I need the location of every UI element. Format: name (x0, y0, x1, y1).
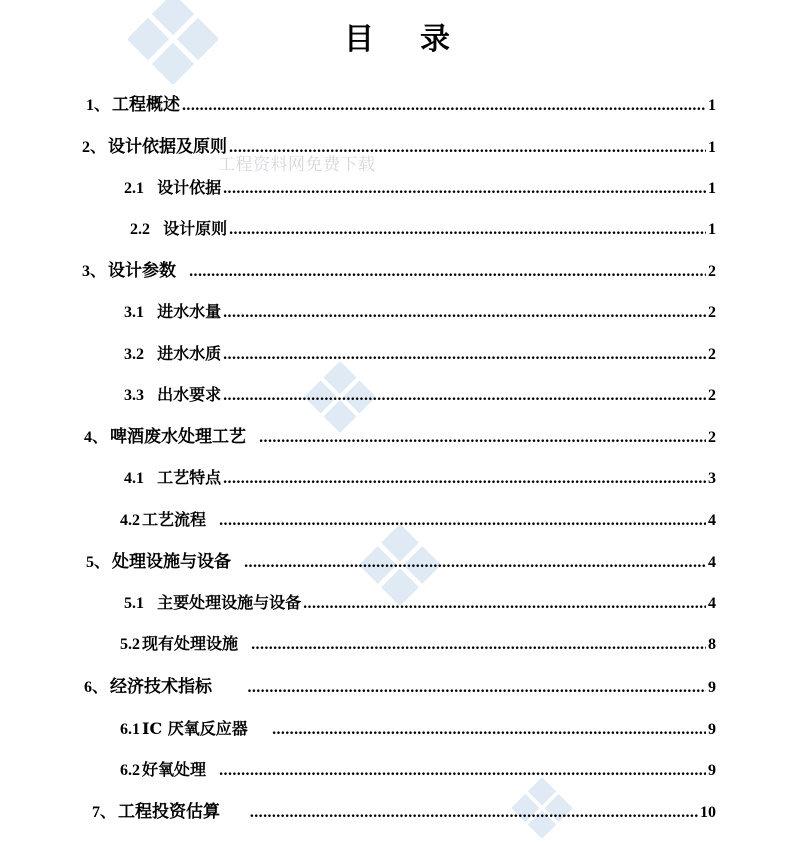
toc-page: 4 (708, 512, 716, 529)
toc-leader (189, 260, 706, 284)
toc-entry[interactable] (124, 383, 716, 407)
toc-entry[interactable] (124, 176, 716, 200)
toc-number: 4.2 (120, 512, 140, 529)
toc-leader (219, 759, 706, 783)
toc-number: 5.1 (124, 595, 144, 612)
toc-number: 3.3 (124, 387, 144, 404)
toc-leader (223, 343, 706, 367)
toc-page: 2 (708, 429, 716, 446)
toc-entry[interactable] (124, 342, 716, 366)
toc-page: 9 (708, 721, 716, 738)
toc-entry[interactable] (84, 675, 716, 699)
page-title (0, 14, 796, 58)
toc-entry[interactable] (124, 300, 716, 324)
toc-title: 主要处理设施与设备 (157, 593, 302, 612)
toc-number: 5.2 (120, 636, 140, 653)
toc-title: 设计依据 (157, 178, 222, 197)
toc-page: 10 (700, 804, 716, 821)
toc-title: 处理设施与设备 (112, 552, 232, 572)
toc-leader (244, 551, 706, 575)
toc-number: 2.2 (130, 221, 150, 238)
toc-number: 7、 (92, 804, 117, 821)
toc-page: 4 (708, 595, 716, 612)
toc-title: 工程投资估算 (118, 802, 221, 822)
toc-entry[interactable] (120, 758, 716, 782)
toc-page: 9 (708, 679, 716, 696)
toc-title: 进水水量 (157, 302, 222, 321)
toc-page: 2 (708, 387, 716, 404)
toc-entry[interactable] (120, 508, 716, 532)
toc-title: 经济技术指标 (110, 677, 213, 697)
toc-entry[interactable] (82, 259, 716, 283)
toc-title: 设计依据及原则 (108, 137, 228, 157)
toc-title: IC 厌氧反应器 (142, 719, 248, 738)
toc-number: 1、 (86, 97, 111, 114)
toc-title: 设计原则 (163, 219, 228, 238)
toc-leader (272, 718, 706, 742)
toc-number: 6.2 (120, 762, 140, 779)
toc-title: 工艺流程 (142, 510, 207, 529)
toc-entry[interactable] (130, 217, 716, 241)
toc-title: 出水要求 (157, 385, 222, 404)
toc-leader (229, 136, 706, 160)
toc-entry[interactable] (124, 466, 716, 490)
toc-leader (223, 467, 706, 491)
toc-page: 8 (708, 636, 716, 653)
toc-number: 3.1 (124, 304, 144, 321)
toc-page: 1 (708, 180, 716, 197)
toc-page: 2 (708, 263, 716, 280)
toc-leader (259, 426, 706, 450)
toc-title: 啤酒废水处理工艺 (110, 427, 247, 447)
toc-entry[interactable] (120, 632, 716, 656)
toc-number: 3、 (82, 263, 107, 280)
toc-leader (223, 301, 706, 325)
toc-page: 1 (708, 221, 716, 238)
toc-number: 6、 (84, 679, 109, 696)
title-part-2: 录 (420, 22, 452, 57)
toc-leader (251, 633, 706, 657)
toc-title: 好氧处理 (142, 760, 207, 779)
toc-leader (229, 218, 706, 242)
toc-title: 设计参数 (108, 261, 177, 281)
toc-leader (303, 592, 706, 616)
toc-entry[interactable] (120, 717, 716, 741)
toc-number: 2.1 (124, 180, 144, 197)
toc-entry[interactable] (82, 135, 716, 159)
toc-number: 4、 (84, 429, 109, 446)
toc-page: 3 (708, 470, 716, 487)
title-part-1: 目 (344, 22, 376, 57)
toc-page: 1 (708, 97, 716, 114)
toc-leader (250, 801, 698, 825)
toc-leader (247, 676, 706, 700)
toc-page: 4 (708, 554, 716, 571)
toc-number: 2、 (82, 139, 107, 156)
toc-page: 2 (708, 304, 716, 321)
toc-title: 工程概述 (112, 95, 181, 115)
toc-leader (219, 509, 706, 533)
toc-entry[interactable] (86, 550, 716, 574)
toc-page: 9 (708, 762, 716, 779)
toc-number: 4.1 (124, 470, 144, 487)
toc-page: 2 (708, 346, 716, 363)
toc-title: 进水水质 (157, 344, 222, 363)
watermark-text: 工程资料网免费下载 (218, 155, 376, 175)
toc-entry[interactable] (84, 425, 716, 449)
toc-leader (223, 177, 706, 201)
toc-entry[interactable] (124, 591, 716, 615)
toc-entry[interactable] (92, 800, 716, 824)
toc-number: 5、 (86, 554, 111, 571)
toc-title: 工艺特点 (157, 468, 222, 487)
toc-number: 3.2 (124, 346, 144, 363)
toc-number: 6.1 (120, 721, 140, 738)
toc-leader (223, 384, 706, 408)
toc-title: 现有处理设施 (142, 634, 239, 653)
toc-leader (182, 94, 706, 118)
toc-page: 1 (708, 139, 716, 156)
toc-entry[interactable] (86, 93, 716, 117)
